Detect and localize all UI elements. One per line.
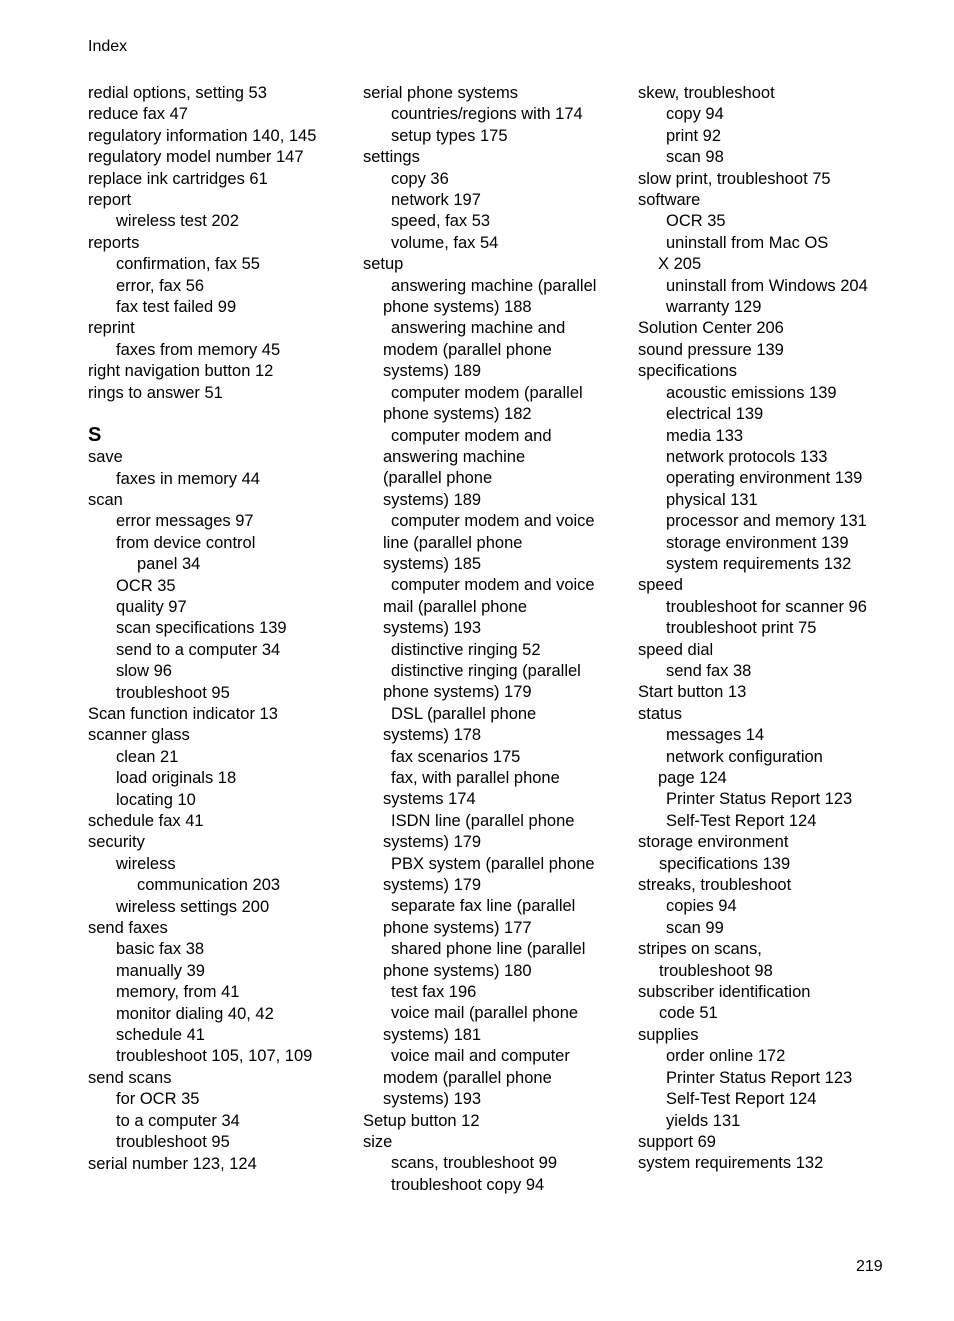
index-subentry: shared phone line (parallel bbox=[391, 940, 586, 959]
index-subentry: page 124 bbox=[658, 769, 727, 787]
index-entry: Scan function indicator 13 bbox=[88, 704, 278, 723]
index-subentry: speed, fax 53 bbox=[391, 212, 491, 231]
index-entry: subscriber identification bbox=[638, 983, 811, 1002]
index-subentry: phone systems) 180 bbox=[383, 961, 532, 980]
index-subentry: systems) 189 bbox=[383, 362, 482, 381]
index-subentry: fax, with parallel phone bbox=[391, 769, 560, 787]
index-subentry: Self-Test Report 124 bbox=[666, 811, 817, 830]
index-subentry: systems 174 bbox=[383, 790, 476, 809]
index-subentry: modem (parallel phone bbox=[383, 340, 552, 359]
index-subentry: computer modem (parallel bbox=[391, 383, 583, 402]
index-entry: Start button 13 bbox=[638, 683, 747, 702]
index-subentry: troubleshoot print 75 bbox=[666, 619, 817, 638]
index-subentry: load originals 18 bbox=[116, 769, 237, 788]
index-subentry: computer modem and voice bbox=[391, 576, 595, 595]
index-subentry: print 92 bbox=[666, 126, 722, 145]
index-entry: setup bbox=[363, 255, 404, 274]
index-subentry: network 197 bbox=[391, 191, 481, 210]
index-subentry: systems) 193 bbox=[383, 1090, 482, 1109]
index-subentry: PBX system (parallel phone bbox=[391, 854, 595, 873]
index-subentry: error messages 97 bbox=[116, 512, 254, 531]
index-subentry: for OCR 35 bbox=[116, 1090, 200, 1109]
index-subentry: wireless test 202 bbox=[116, 212, 239, 231]
index-subentry: acoustic emissions 139 bbox=[666, 383, 837, 402]
index-subentry: physical 131 bbox=[666, 490, 758, 509]
index-subentry: network protocols 133 bbox=[666, 447, 828, 466]
index-subentry: mail (parallel phone bbox=[383, 597, 527, 616]
index-entry: redial options, setting 53 bbox=[88, 84, 267, 102]
index-subentry: memory, from 41 bbox=[116, 983, 240, 1002]
index-subentry: specifications 139 bbox=[659, 854, 791, 873]
index-subentry: troubleshoot 95 bbox=[116, 1133, 230, 1152]
index-subentry: media 133 bbox=[666, 426, 744, 445]
index-subentry: quality 97 bbox=[116, 597, 187, 616]
index-subentry: Printer Status Report 123 bbox=[666, 1068, 853, 1087]
index-subentry: schedule 41 bbox=[116, 1026, 205, 1045]
index-entry: send faxes bbox=[88, 919, 168, 938]
index-subentry: answering machine (parallel bbox=[391, 276, 597, 295]
index-subentry: troubleshoot for scanner 96 bbox=[666, 597, 867, 616]
index-entry: streaks, troubleshoot bbox=[638, 876, 792, 895]
index-subentry: copy 36 bbox=[391, 169, 449, 188]
index-subentry: answering machine and bbox=[391, 319, 566, 338]
index-subentry: send to a computer 34 bbox=[116, 640, 281, 659]
index-subentry: voice mail and computer bbox=[391, 1047, 570, 1066]
index-subentry: separate fax line (parallel bbox=[391, 897, 576, 916]
index-subentry: yields 131 bbox=[666, 1111, 741, 1130]
index-entry: regulatory information 140, 145 bbox=[88, 126, 317, 145]
index-subentry: modem (parallel phone bbox=[383, 1068, 552, 1087]
index-entry: scanner glass bbox=[88, 726, 190, 745]
index-subentry: operating environment 139 bbox=[666, 469, 863, 488]
index-subentry: wireless bbox=[116, 854, 176, 873]
index-subentry: slow 96 bbox=[116, 662, 172, 681]
index-subentry: storage environment 139 bbox=[666, 533, 849, 552]
index-subentry: Self-Test Report 124 bbox=[666, 1090, 817, 1109]
index-entry: stripes on scans, bbox=[638, 940, 762, 959]
index-subentry: scans, troubleshoot 99 bbox=[391, 1154, 558, 1173]
index-entry: storage environment bbox=[638, 833, 789, 852]
index-subentry: (parallel phone bbox=[383, 469, 493, 488]
index-entry: save bbox=[88, 448, 123, 467]
index-subentry: OCR 35 bbox=[116, 576, 176, 595]
index-subentry: messages 14 bbox=[666, 726, 765, 745]
index-subentry: copies 94 bbox=[666, 897, 737, 916]
index-subentry: network configuration bbox=[666, 747, 823, 766]
index-subentry: communication 203 bbox=[137, 876, 281, 895]
index-subentry: locating 10 bbox=[116, 790, 196, 809]
index-entry: regulatory model number 147 bbox=[88, 148, 304, 167]
index-column-3 bbox=[638, 83, 898, 1175]
index-subentry: DSL (parallel phone bbox=[391, 704, 537, 723]
index-subentry: countries/regions with 174 bbox=[391, 105, 583, 124]
index-entry: Setup button 12 bbox=[363, 1111, 480, 1130]
index-subentry: faxes from memory 45 bbox=[116, 340, 281, 359]
index-subentry: line (parallel phone bbox=[383, 533, 523, 552]
index-entry: speed bbox=[638, 576, 683, 595]
index-entry: specifications bbox=[638, 362, 738, 381]
index-entry: reduce fax 47 bbox=[88, 105, 188, 124]
index-subentry: systems) 189 bbox=[383, 490, 482, 509]
index-subentry: fax test failed 99 bbox=[116, 298, 237, 317]
index-entry: serial number 123, 124 bbox=[88, 1154, 257, 1173]
index-subentry: uninstall from Windows 204 bbox=[666, 276, 868, 295]
index-entry: settings bbox=[363, 148, 420, 167]
index-subentry: scan specifications 139 bbox=[116, 619, 287, 638]
index-subentry: ISDN line (parallel phone bbox=[391, 811, 575, 830]
index-subentry: systems) 178 bbox=[383, 726, 482, 745]
index-subentry: panel 34 bbox=[137, 555, 201, 574]
page-number: 219 bbox=[856, 1258, 883, 1275]
index-subentry: system requirements 132 bbox=[666, 554, 852, 573]
index-entry: reports bbox=[88, 233, 140, 252]
index-subentry: from device control bbox=[116, 533, 256, 552]
index-entry: replace ink cartridges 61 bbox=[88, 169, 268, 188]
index-entry: support 69 bbox=[638, 1132, 716, 1151]
index-entry: supplies bbox=[638, 1025, 699, 1044]
index-subentry: volume, fax 54 bbox=[391, 233, 499, 252]
index-entry: slow print, troubleshoot 75 bbox=[638, 169, 831, 188]
index-subentry: troubleshoot 98 bbox=[659, 961, 773, 980]
index-subentry: clean 21 bbox=[116, 747, 179, 766]
index-subentry: troubleshoot copy 94 bbox=[391, 1175, 545, 1194]
index-subentry: systems) 181 bbox=[383, 1025, 482, 1044]
index-subentry: Printer Status Report 123 bbox=[666, 790, 853, 809]
index-subentry: electrical 139 bbox=[666, 405, 764, 424]
index-column-1 bbox=[88, 83, 348, 1175]
index-subentry: phone systems) 179 bbox=[383, 683, 532, 702]
index-entry: skew, troubleshoot bbox=[638, 84, 775, 102]
index-subentry: order online 172 bbox=[666, 1047, 786, 1066]
index-entry: reprint bbox=[88, 319, 135, 338]
index-subentry: copy 94 bbox=[666, 105, 724, 124]
index-subentry: systems) 179 bbox=[383, 876, 482, 895]
index-entry: sound pressure 139 bbox=[638, 340, 784, 359]
index-column-2 bbox=[363, 83, 623, 1196]
index-entry: software bbox=[638, 191, 701, 210]
index-subentry: uninstall from Mac OS bbox=[666, 233, 829, 252]
index-subentry: phone systems) 188 bbox=[383, 298, 532, 317]
index-subentry: answering machine bbox=[383, 447, 526, 466]
index-subentry: warranty 129 bbox=[666, 298, 762, 317]
index-entry: send scans bbox=[88, 1068, 172, 1087]
index-entry: scan bbox=[88, 490, 123, 509]
index-subentry: computer modem and voice bbox=[391, 512, 595, 531]
index-entry: status bbox=[638, 704, 683, 723]
index-entry: right navigation button 12 bbox=[88, 362, 274, 381]
index-entry: serial phone systems bbox=[363, 84, 518, 102]
index-entry: security bbox=[88, 833, 145, 852]
index-subentry: monitor dialing 40, 42 bbox=[116, 1004, 274, 1023]
index-entry: schedule fax 41 bbox=[88, 812, 204, 830]
index-subentry: X 205 bbox=[658, 255, 702, 274]
index-subentry: OCR 35 bbox=[666, 212, 726, 231]
index-subentry: setup types 175 bbox=[391, 126, 508, 145]
index-subentry: systems) 179 bbox=[383, 833, 482, 852]
index-subentry: systems) 185 bbox=[383, 554, 482, 573]
index-subentry: basic fax 38 bbox=[116, 940, 205, 959]
index-letter-heading: S bbox=[88, 424, 102, 447]
index-subentry: send fax 38 bbox=[666, 661, 752, 680]
index-subentry: manually 39 bbox=[116, 961, 205, 980]
index-subentry: test fax 196 bbox=[391, 983, 477, 1002]
index-subentry: confirmation, fax 55 bbox=[116, 255, 260, 274]
index-subentry: to a computer 34 bbox=[116, 1111, 240, 1130]
index-entry: system requirements 132 bbox=[638, 1154, 824, 1173]
index-subentry: computer modem and bbox=[391, 426, 552, 445]
index-subentry: distinctive ringing 52 bbox=[391, 640, 541, 659]
index-entry: speed dial bbox=[638, 640, 714, 659]
running-header: Index bbox=[88, 38, 128, 55]
index-subentry: processor and memory 131 bbox=[666, 512, 867, 531]
index-entry: size bbox=[363, 1132, 393, 1151]
index-entry: report bbox=[88, 191, 132, 210]
index-subentry: scan 98 bbox=[666, 148, 724, 167]
index-subentry: scan 99 bbox=[666, 918, 724, 937]
index-subentry: code 51 bbox=[659, 1004, 718, 1023]
index-subentry: troubleshoot 105, 107, 109 bbox=[116, 1047, 313, 1066]
index-subentry: error, fax 56 bbox=[116, 276, 205, 295]
index-entry: Solution Center 206 bbox=[638, 319, 784, 338]
index-subentry: faxes in memory 44 bbox=[116, 469, 260, 488]
index-subentry: fax scenarios 175 bbox=[391, 747, 521, 766]
index-subentry: troubleshoot 95 bbox=[116, 683, 230, 702]
index-subentry: voice mail (parallel phone bbox=[391, 1004, 579, 1023]
index-subentry: phone systems) 177 bbox=[383, 918, 532, 937]
index-entry: rings to answer 51 bbox=[88, 383, 223, 402]
index-subentry: wireless settings 200 bbox=[116, 897, 270, 916]
index-subentry: distinctive ringing (parallel bbox=[391, 661, 581, 680]
index-subentry: systems) 193 bbox=[383, 619, 482, 638]
index-subentry: phone systems) 182 bbox=[383, 405, 532, 424]
